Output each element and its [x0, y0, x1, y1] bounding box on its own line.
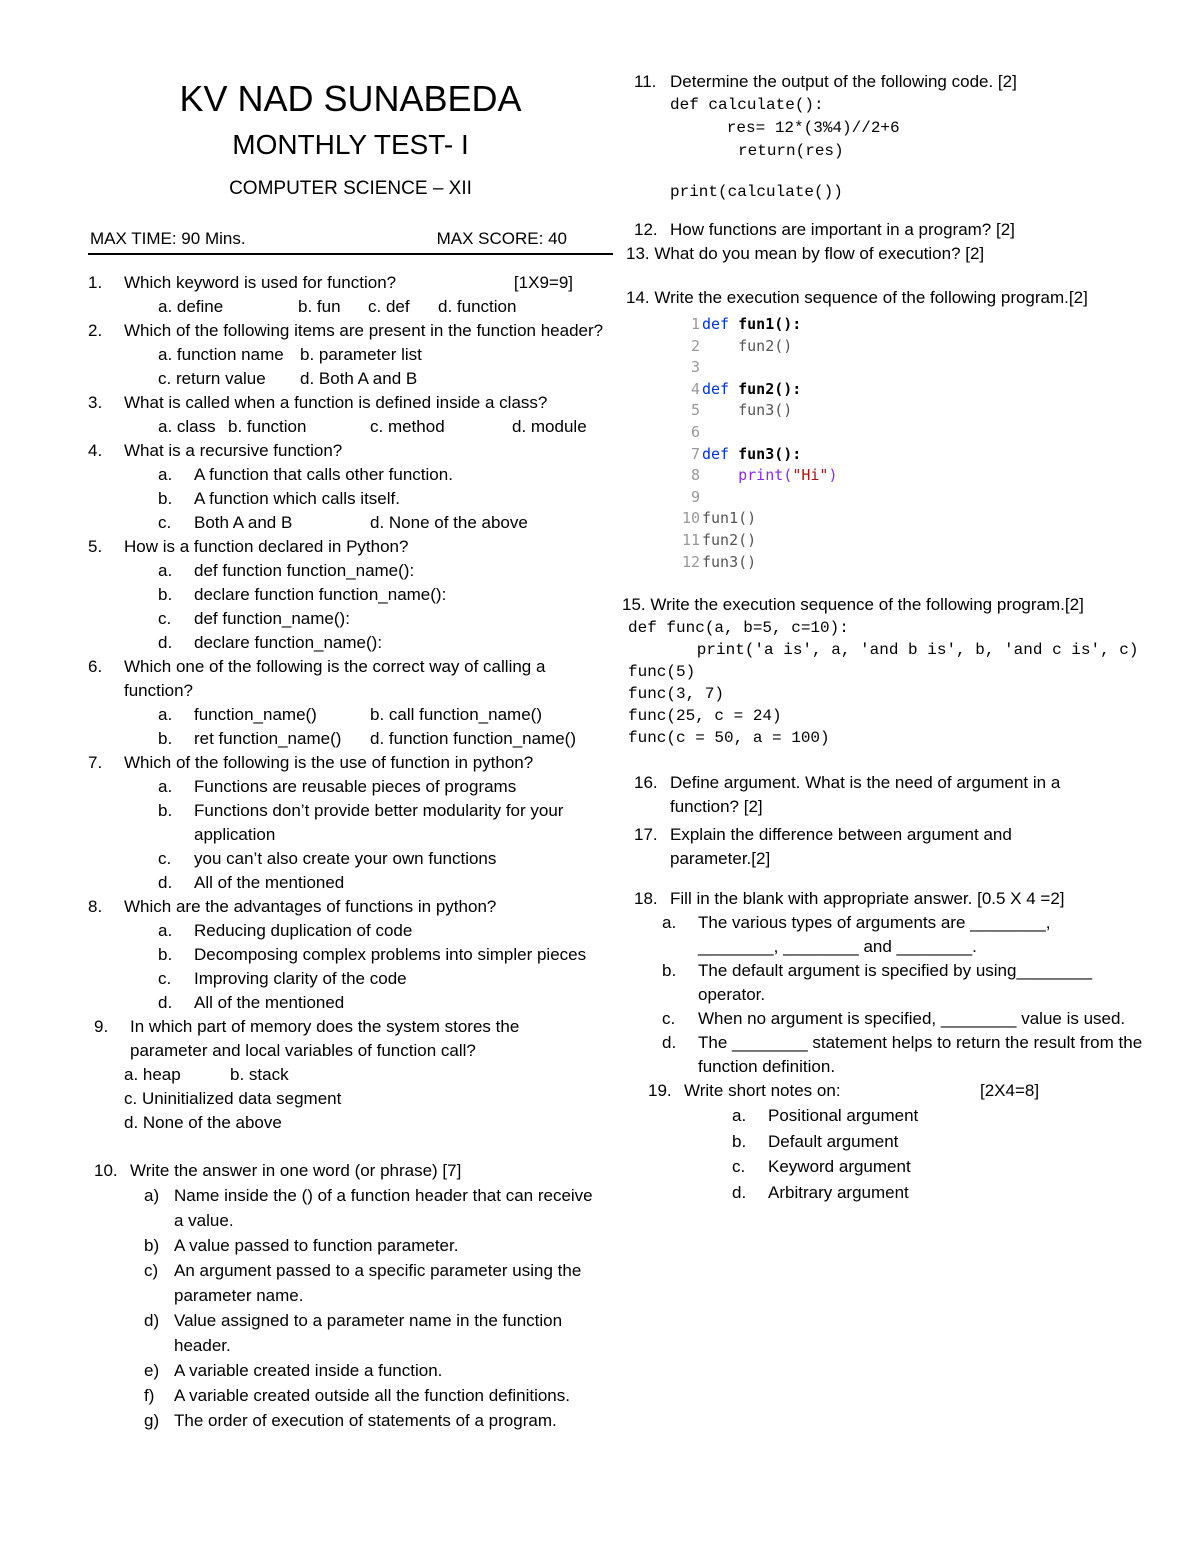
marks-label: [1X9=9] [513, 273, 573, 292]
question-text: What is a recursive function? [124, 441, 343, 460]
option-b: b. A function which calls itself. [158, 489, 400, 508]
code-line [674, 379, 1162, 401]
option-d: d. Arbitrary argument [732, 1182, 909, 1202]
option-a: a. heap [124, 1065, 181, 1084]
question-text: Explain the difference between argument and parameter.[2] [670, 825, 1012, 869]
option-c: c. When no argument is specified, ________ value is used. [662, 1009, 1126, 1029]
option-c: c. Uninitialized data segment [124, 1089, 342, 1108]
code-block: def func(a, b=5, c=10): print('a is', a, 'and b is', b, 'and c is', c) func(5) func(3, 7) func(25, c = 24) func(c = 50, a = 100) [628, 619, 1139, 748]
function-call: fun2() [702, 530, 757, 549]
subject-title: COMPUTER SCIENCE – XII [229, 178, 472, 199]
test-title: MONTHLY TEST- I [232, 129, 469, 160]
option-b: b. declare function function_name(): [158, 585, 447, 604]
punctuation: (): [774, 379, 802, 398]
option-d: d. Both A and B [300, 369, 418, 388]
function-name: fun2 [738, 379, 775, 398]
function-call: fun2() [738, 336, 793, 355]
keyword: def [702, 444, 730, 463]
question-text: Write the answer in one word (or phrase) [7] [130, 1161, 462, 1180]
option-c: c. return value [158, 369, 266, 388]
option-d: d. declare function_name(): [158, 633, 383, 652]
option-b: b. function [228, 417, 307, 436]
question-9 [88, 1015, 613, 1135]
option-b: b. call function_name() [370, 705, 542, 724]
option-d: d. function function_name() [370, 729, 577, 748]
question-number: 6. [88, 657, 103, 676]
option-b: b. Decomposing complex problems into simpler pieces [158, 945, 587, 964]
option-c: ret function_name() [194, 729, 342, 748]
question-number: 8. [88, 897, 103, 916]
question-1 [88, 271, 613, 319]
option-c: c. Improving clarity of the code [158, 969, 407, 988]
option-b: b. The default argument is specified by using________ operator. [662, 961, 1093, 1005]
question-2 [88, 319, 613, 391]
question-number: 18. [634, 889, 658, 909]
option-b: b. stack [230, 1065, 289, 1084]
option-b: b. fun [298, 297, 341, 316]
option-d: d. function [438, 297, 517, 316]
question-text: Which of the following items are present in the function header? [124, 321, 604, 340]
code-line [674, 552, 1162, 574]
line-number: 3 [690, 358, 700, 377]
left-column [88, 75, 613, 1433]
sub-question-f: f) A variable created outside all the function definitions. [144, 1386, 570, 1405]
question-number: 5. [88, 537, 103, 556]
question-14 [622, 286, 1162, 573]
line-number: 10 [681, 509, 700, 528]
question-number: 16. [634, 773, 658, 793]
indent [702, 401, 738, 419]
sub-question-d: d) Value assigned to a parameter name in the function header. [144, 1311, 563, 1355]
question-15 [622, 593, 1162, 749]
line-number: 12 [681, 552, 700, 571]
option-c: c. def [368, 297, 410, 316]
option-a: a. The various types of arguments are ________, ________, ________ and ________. [662, 913, 1051, 957]
line-number: 4 [690, 379, 700, 398]
code-line [674, 336, 1162, 358]
question-text: Write short notes on: [684, 1081, 841, 1101]
question-8 [88, 895, 613, 1015]
question-text: Determine the output of the following code. [2] [670, 72, 1017, 91]
question-7 [88, 751, 613, 895]
question-19 [622, 1079, 1162, 1205]
question-text: How is a function declared in Python? [124, 537, 409, 556]
function-call: fun3() [738, 401, 793, 420]
question-text: In which part of memory does the system stores the parameter and local variables of function call? [130, 1017, 520, 1060]
function-call: fun3() [702, 552, 757, 571]
option-a: a. Reducing duplication of code [158, 921, 413, 940]
code-line [674, 444, 1162, 466]
sub-question-e: e) A variable created inside a function. [144, 1361, 443, 1380]
indent [702, 466, 738, 484]
question-11 [622, 70, 1162, 204]
question-text: Fill in the blank with appropriate answer. [0.5 X 4 =2] [670, 889, 1065, 909]
line-number: 11 [681, 530, 700, 549]
code-line [674, 400, 1162, 422]
keyword: def [702, 379, 730, 398]
option-a: a. def function function_name(): [158, 561, 415, 580]
question-18 [622, 887, 1162, 1079]
code-line: 8 print("Hi") [674, 465, 1162, 487]
line-number: 2 [690, 336, 700, 355]
question-text: 14. Write the execution sequence of the following program.[2] [626, 288, 1088, 307]
option-d: d. None of the above [124, 1113, 282, 1132]
question-text: Define argument. What is the need of argument in a function? [2] [670, 773, 1061, 817]
option-d: d. All of the mentioned [158, 993, 345, 1012]
code-block: def calculate(): res= 12*(3%4)//2+6 return(res) print(calculate()) [670, 96, 900, 201]
sub-question-a: a) Name inside the () of a function header that can receive a value. [144, 1186, 593, 1230]
line-number: 7 [690, 444, 700, 463]
punctuation: (): [774, 444, 802, 463]
question-text: How functions are important in a program? [2] [670, 220, 1015, 239]
question-number: 3. [88, 393, 103, 412]
option-a: a. Functions are reusable pieces of programs [158, 777, 517, 796]
sub-question-b: b) A value passed to function parameter. [144, 1236, 459, 1255]
question-4: 4. What is a recursive function? a. A function that calls other function. b. A function which calls itself. c. Both A and B d. None of the above [88, 439, 613, 535]
question-text: Which keyword is used for function? [124, 273, 397, 292]
question-13: 13. What do you mean by flow of execution? [2] [626, 244, 985, 263]
option-b: b. parameter list [300, 345, 422, 364]
function-name: fun3 [738, 444, 775, 463]
sub-question-g: g) The order of execution of statements of a program. [144, 1411, 557, 1430]
punctuation: (): [774, 315, 802, 333]
question-number: 10. [94, 1161, 118, 1180]
option-a: function_name() [194, 705, 317, 724]
max-score: MAX SCORE: 40 [436, 229, 567, 248]
option-a: a. class [158, 417, 216, 436]
option-d: d. module [512, 417, 587, 436]
options-row [158, 295, 613, 319]
question-3 [88, 391, 613, 439]
option-a: a. Positional argument [732, 1106, 919, 1126]
question-number: 17. [634, 825, 658, 845]
option-c: c. def function_name(): [158, 609, 350, 628]
string-literal: "Hi" [792, 466, 829, 485]
question-10 [88, 1159, 613, 1433]
line-number: 9 [690, 487, 700, 506]
question-number: 19. [648, 1081, 672, 1101]
sub-question-c: c) An argument passed to a specific parameter using the parameter name. [144, 1261, 582, 1305]
code-screenshot [622, 310, 1162, 573]
question-number: 2. [88, 321, 103, 340]
question-number: 7. [88, 753, 103, 772]
question-6: 6. Which one of the following is the correct way of calling a function? a. function_name() b. call function_name() b. ret function_name() d. function function_name() [88, 655, 613, 751]
exam-info-bar [88, 211, 613, 255]
question-number: 1. [88, 273, 103, 292]
option-c: Both A and B [194, 513, 293, 532]
question-number: 4. [88, 441, 103, 460]
option-d: d. All of the mentioned [158, 873, 345, 892]
option-b: b. Default argument [732, 1131, 899, 1151]
option-a: a. A function that calls other function. [158, 465, 453, 484]
marks-label: [2X4=8] [980, 1081, 1040, 1101]
indent [702, 337, 738, 355]
line-number: 6 [690, 422, 700, 441]
print-call: print( [738, 466, 793, 485]
question-number: 11. [634, 72, 657, 91]
option-c: c. method [370, 417, 445, 436]
question-text: What is called when a function is defined inside a class? [124, 393, 548, 412]
right-column [622, 70, 1162, 1205]
line-number: 5 [690, 401, 700, 420]
question-12 [622, 218, 1162, 242]
option-a: a. function name [158, 345, 284, 364]
code-line [674, 314, 1162, 336]
code-line [674, 530, 1162, 552]
function-name: fun1 [738, 315, 775, 333]
school-title: KV NAD SUNABEDA [179, 78, 522, 119]
keyword: def [702, 315, 730, 333]
option-c: c. you can’t also create your own functions [158, 849, 497, 868]
code-line [674, 422, 1162, 444]
option-c: c. Keyword argument [732, 1157, 911, 1177]
option-d: d. The ________ statement helps to return the result from the function definition. [662, 1033, 1143, 1077]
option-d: d. None of the above [370, 513, 528, 532]
question-text: Which of the following is the use of function in python? [124, 753, 534, 772]
max-time: MAX TIME: 90 Mins. [90, 229, 246, 248]
code-line [674, 357, 1162, 379]
code-line [674, 508, 1162, 530]
line-number: 1 [690, 315, 700, 333]
option-b: b. Functions don’t provide better modularity for your application [158, 801, 564, 844]
question-17 [622, 823, 1162, 871]
question-text: 15. Write the execution sequence of the following program.[2] [622, 595, 1084, 615]
line-number: 8 [690, 466, 700, 485]
function-call: fun1() [702, 509, 757, 528]
question-number: 12. [634, 220, 658, 239]
question-5 [88, 535, 613, 655]
code-line [674, 487, 1162, 509]
question-text: Which one of the following is the correct way of calling a function? [124, 657, 546, 700]
option-a: a. define [158, 297, 224, 316]
question-16 [622, 771, 1162, 819]
question-number: 9. [94, 1017, 109, 1036]
question-text: Which are the advantages of functions in python? [124, 897, 497, 916]
